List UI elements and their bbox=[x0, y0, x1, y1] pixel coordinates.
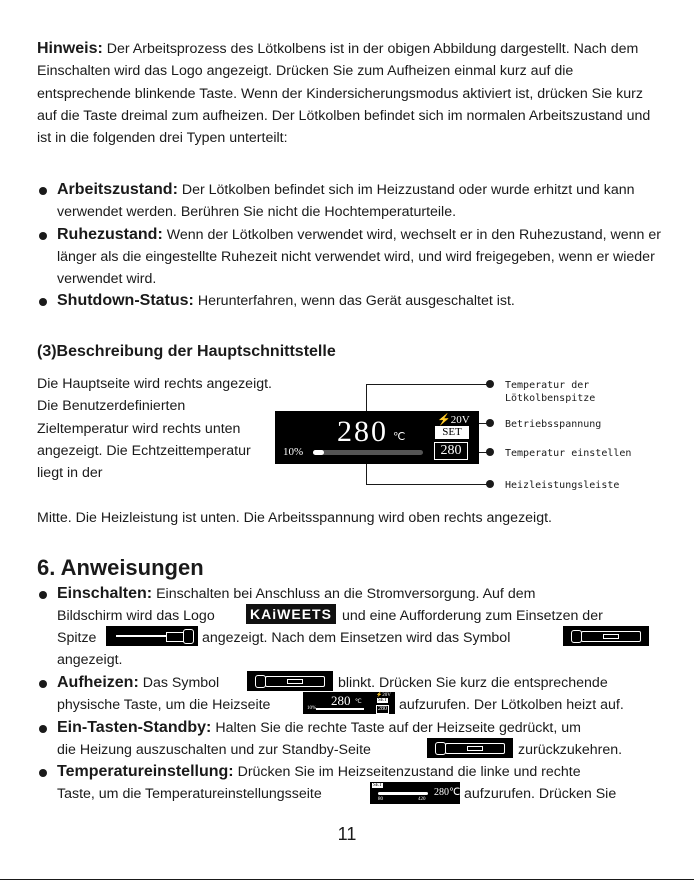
standby-line2a: die Heizung auszuschalten und zur Standby-Seite bbox=[57, 742, 371, 758]
list-item bbox=[37, 224, 662, 291]
callout-dot bbox=[486, 480, 494, 488]
mini-heat-set: SET bbox=[378, 698, 387, 703]
callout-line bbox=[366, 384, 367, 411]
list-item bbox=[37, 290, 662, 312]
einschalten-line2a: Bildschirm wird das Logo bbox=[57, 608, 215, 624]
mini-heat-volt: ⚡20V bbox=[376, 693, 391, 698]
bullet-icon bbox=[39, 769, 47, 777]
standby-label: Ein-Tasten-Standby: bbox=[57, 719, 212, 736]
callout-dot bbox=[486, 419, 494, 427]
mini-heat-unit: ℃ bbox=[355, 699, 362, 705]
callout-voltage: Betriebsspannung bbox=[505, 419, 602, 430]
mini-heat-pct: 10% bbox=[307, 706, 317, 711]
callout-dot bbox=[486, 380, 494, 388]
temperatur-label: Temperatureinstellung: bbox=[57, 763, 234, 780]
state-label: Arbeitszustand: bbox=[57, 181, 178, 198]
mini-temp-min: 80 bbox=[378, 797, 383, 802]
screen-set-value: 280 bbox=[434, 442, 468, 460]
bullet-icon bbox=[39, 725, 47, 733]
callout-tip-temp: Temperatur der Lötkolbenspitze bbox=[505, 380, 596, 404]
einschalten-line4: angezeigt. bbox=[57, 652, 123, 668]
temperatur-text: Drücken Sie im Heizseitenzustand die linke und rechte bbox=[233, 764, 581, 780]
mini-temp-set: SET bbox=[373, 783, 382, 788]
einschalten-label: Einschalten: bbox=[57, 585, 153, 602]
soldering-iron-icon bbox=[427, 738, 513, 758]
screen-voltage: ⚡20V bbox=[437, 414, 470, 426]
hinweis-paragraph bbox=[37, 38, 662, 149]
section3-left-text: Die Hauptseite wird rechts angezeigt. Die Benutzerdefinierten Zieltemperatur wird rechts unten angezeigt. Die Echtzeittemperatur liegt in der bbox=[37, 376, 273, 482]
insert-tip-icon bbox=[106, 626, 198, 646]
soldering-iron-icon bbox=[563, 626, 649, 646]
mini-heat-temp: 280 bbox=[331, 693, 351, 708]
state-label: Ruhezustand: bbox=[57, 225, 163, 243]
heating-screen-icon bbox=[303, 692, 395, 714]
section3-full-line: Mitte. Die Heizleistung ist unten. Die Arbeitsspannung wird oben rechts angezeigt. bbox=[37, 510, 552, 526]
states-list bbox=[37, 179, 662, 313]
einschalten-line2b: und eine Aufforderung zum Einsetzen der bbox=[342, 608, 603, 624]
aufheizen-line1a bbox=[57, 672, 247, 694]
bullet-icon bbox=[39, 298, 47, 306]
page-number: 11 bbox=[337, 824, 357, 844]
callout-power: Heizleistungsleiste bbox=[505, 480, 620, 491]
callout-line bbox=[366, 484, 488, 485]
state-text: Der Lötkolben befindet sich im Heizzustand oder wurde erhitzt und kann verwendet werden. Berühren Sie nicht die Hochtemperaturteile. bbox=[57, 182, 635, 221]
standby-line2b: zurückzukehren. bbox=[518, 742, 623, 758]
state-text: Wenn der Lötkolben verwendet wird, wechselt er in den Ruhezustand, wenn er länger als die eingestellte Ruhezeit nicht verwendet wird, und wird freigegeben, wenn er wieder verwendet wird. bbox=[57, 226, 661, 288]
standby-line1 bbox=[57, 717, 687, 739]
mini-heat-set-value: 280 bbox=[378, 706, 387, 712]
main-screen-figure bbox=[275, 411, 479, 464]
section3-heading: (3)Beschreibung der Hauptschnittstelle bbox=[37, 343, 336, 360]
kaiweets-logo-icon: KAiWEETS bbox=[246, 604, 336, 624]
callout-set-temp: Temperatur einstellen bbox=[505, 448, 632, 459]
einschalten-text: Einschalten bei Anschluss an die Stromversorgung. Auf dem bbox=[152, 586, 536, 602]
bullet-icon bbox=[39, 591, 47, 599]
einschalten-line3a: Spitze bbox=[57, 630, 97, 646]
aufheizen-text: Das Symbol bbox=[138, 675, 220, 691]
einschalten-line3b: angezeigt. Nach dem Einsetzen wird das Symbol bbox=[202, 630, 511, 646]
bullet-icon bbox=[39, 680, 47, 688]
bullet-icon bbox=[39, 232, 47, 240]
aufheizen-line2b: aufzurufen. Der Lötkolben heizt auf. bbox=[399, 697, 624, 713]
mini-temp-value: 280℃ bbox=[434, 787, 461, 798]
standby-text: Halten Sie die rechte Taste auf der Heizseite gedrückt, um bbox=[211, 720, 581, 736]
temperature-setting-screen-icon bbox=[370, 782, 460, 804]
einschalten-line1 bbox=[57, 583, 667, 605]
mini-temp-bar bbox=[378, 792, 428, 795]
section6-heading: 6. Anweisungen bbox=[37, 555, 204, 580]
temperatur-line2b: aufzurufen. Drücken Sie bbox=[464, 786, 617, 802]
callout-line bbox=[366, 384, 488, 385]
screen-unit: ℃ bbox=[393, 431, 406, 443]
state-text: Herunterfahren, wenn das Gerät ausgeschaltet ist. bbox=[193, 293, 515, 310]
list-item bbox=[37, 179, 662, 224]
temperatur-line1 bbox=[57, 761, 687, 783]
mini-heat-bar bbox=[316, 708, 364, 710]
aufheizen-label: Aufheizen: bbox=[57, 674, 139, 691]
aufheizen-line1b: blinkt. Drücken Sie kurz die entsprechende bbox=[338, 675, 608, 691]
screen-power-pct: 10% bbox=[283, 446, 304, 458]
screen-temp: 280 bbox=[337, 415, 388, 448]
callout-line bbox=[366, 464, 367, 484]
hinweis-text: Der Arbeitsprozess des Lötkolbens ist in der obigen Abbildung dargestellt. Nach dem Einschalten wird das Logo angezeigt. Drücken Sie zum Aufheizen einmal kurz auf die entsprechende blinkende Taste. Wenn der Kindersicherungsmodus aktiviert ist, drücken Sie kurz auf die Taste dreimal zum aufheizen. Der Lötkolben befindet sich im normalen Arbeitszustand und ist in die folgenden drei Typen unterteilt: bbox=[37, 41, 651, 147]
callout-dot bbox=[486, 448, 494, 456]
screen-set-label: SET bbox=[435, 426, 469, 439]
mini-temp-max: 420 bbox=[418, 797, 426, 802]
footer-divider bbox=[0, 879, 694, 880]
aufheizen-line2a: physische Taste, um die Heizseite bbox=[57, 697, 271, 713]
power-bar-fill bbox=[313, 450, 324, 455]
soldering-iron-icon bbox=[247, 671, 333, 691]
hinweis-label: Hinweis: bbox=[37, 40, 103, 57]
state-label: Shutdown-Status: bbox=[57, 292, 194, 310]
bullet-icon bbox=[39, 187, 47, 195]
temperatur-line2a: Taste, um die Temperatureinstellungsseite bbox=[57, 786, 322, 802]
power-bar bbox=[313, 450, 423, 455]
